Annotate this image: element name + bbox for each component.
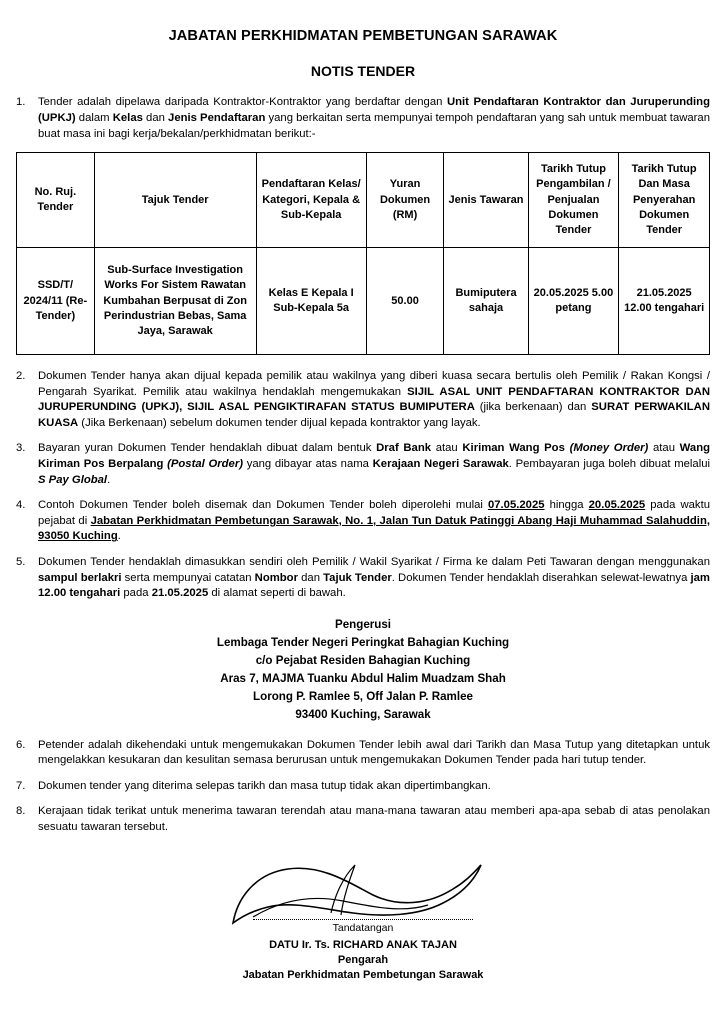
clause-4 <box>16 498 710 545</box>
address-line-2: Lembaga Tender Negeri Peringkat Bahagian Kuching <box>216 635 510 649</box>
address-line-4: Aras 7, MAJMA Tuanku Abdul Halim Muadzam Shah <box>220 671 506 685</box>
clause-8 <box>16 804 710 835</box>
clause-1-text-a: Tender adalah dipelawa daripada Kontraktor-Kontraktor yang berdaftar dengan <box>38 96 447 109</box>
clause-1 <box>16 95 710 142</box>
clause-3-text-f: . <box>107 473 111 486</box>
table-header-row <box>17 153 710 248</box>
clause-5-text-e: pada <box>120 587 152 600</box>
clause-4-text-a: Contoh Dokumen Tender boleh disemak dan Dokumen Tender boleh diperolehi mulai <box>38 499 488 512</box>
clause-5-bold-time: jam 12.00 tengahari <box>38 571 710 600</box>
clause-1-text-b: dalam <box>75 112 113 125</box>
clause-5-bold-tajuk: Tajuk Tender <box>323 571 392 584</box>
cell-registration: Kelas E Kepala I Sub-Kepala 5a <box>256 248 366 355</box>
page-subtitle: NOTIS TENDER <box>310 63 416 80</box>
signature-caption <box>16 921 710 983</box>
clause-1-bold-upkj: Unit Pendaftaran Kontraktor dan Juruperunding (UPKJ) <box>38 96 710 125</box>
signature-area <box>16 861 710 981</box>
clause-1-text-d: yang berkaitan serta mempunyai tempoh pendaftaran yang sah untuk membuat tawaran buat masa ini bagi kerja/bekalan/perkhidmatan berikut:- <box>38 112 710 140</box>
clause-4-text-d: . <box>117 530 121 543</box>
clause-6 <box>16 738 710 769</box>
clause-4-date-start: 07.05.2025 <box>487 499 545 512</box>
clause-3-text-a: Bayaran yuran Dokumen Tender hendaklah dibuat dalam bentuk <box>38 442 377 455</box>
cell-fee: 50.00 <box>366 248 444 355</box>
signature-label: Tandatangan <box>332 922 394 935</box>
clause-2-text-c: (Jika Berkenaan) sebelum dokumen tender dijual kepada kontraktor yang layak. <box>78 416 481 429</box>
cell-offer-type: Bumiputera sahaja <box>444 248 528 355</box>
clause-5-number: 5. <box>16 555 26 568</box>
signatory-name: DATU Ir. Ts. RICHARD ANAK TAJAN <box>269 938 457 951</box>
clause-5-body <box>38 555 710 602</box>
clause-5-bold-sampul: sampul berlakri <box>38 571 122 584</box>
cell-title: Sub-Surface Investigation Works For Sistem Rawatan Kumbahan Berpusat di Zon Perindustrian Bebas, Sama Jaya, Sarawak <box>94 248 256 355</box>
clause-6-body: Petender adalah dikehendaki untuk mengemukakan Dokumen Tender lebih awal dari Tarikh dan Masa Tutup yang ditetapkan untuk mengelakkan kesukaran dan kesulitan semasa berurusan untuk mengemukakan Dokumen Tender pada hari tutup tender. <box>38 738 710 767</box>
clause-3-text-d: yang dibayar atas nama <box>243 458 373 471</box>
clause-3-bold-draf-bank: Draf Bank <box>376 442 432 455</box>
signatory-role: Pengarah <box>337 954 389 967</box>
clause-2-bold-surat: SURAT PERWAKILAN KUASA <box>38 401 710 429</box>
clause-7 <box>16 779 710 795</box>
clause-2 <box>16 369 710 431</box>
page-title: JABATAN PERKHIDMATAN PEMBETUNGAN SARAWAK <box>168 28 558 44</box>
tender-table-body <box>17 248 710 355</box>
clause-7-body: Dokumen tender yang diterima selepas tarikh dan masa tutup tidak akan dipertimbangkan. <box>38 779 491 792</box>
th-ref: No. Ruj. Tender <box>17 153 95 248</box>
clause-5-text-a: Dokumen Tender hendaklah dimasukkan sendiri oleh Pemilik / Wakil Syarikat / Firma ke dalam Peti Tawaran dengan menggunakan <box>38 555 710 568</box>
clause-5-text-b: serta mempunyai catatan <box>121 571 255 584</box>
clause-2-number: 2. <box>16 370 26 383</box>
clause-2-text-b: (jika berkenaan) dan <box>474 401 592 414</box>
clause-5-bold-nombor: Nombor <box>254 571 298 584</box>
clause-4-body <box>38 498 710 545</box>
cell-closing-submission: 21.05.2025 12.00 tengahari <box>619 248 710 355</box>
clause-3-text-e: . Pembayaran juga boleh dibuat melalui <box>508 458 710 471</box>
address-line-6: 93400 Kuching, Sarawak <box>295 707 431 721</box>
clause-2-body <box>38 369 710 431</box>
th-closing-purchase: Tarikh Tutup Pengambilan / Penjualan Dokumen Tender <box>528 153 619 248</box>
clause-1-bold-kelas: Kelas <box>112 112 143 125</box>
clause-3-number: 3. <box>16 442 26 455</box>
cell-closing-purchase: 20.05.2025 5.00 petang <box>528 248 619 355</box>
clause-7-number: 7. <box>16 779 26 792</box>
clause-1-text-c: dan <box>142 112 169 125</box>
table-row <box>17 248 710 355</box>
clause-4-date-end: 20.05.2025 <box>588 499 646 512</box>
address-line-3: c/o Pejabat Residen Bahagian Kuching <box>255 653 471 667</box>
clause-5-text-d: . Dokumen Tender hendaklah diserahkan selewat-lewatnya <box>391 571 691 584</box>
clause-2-text-a: Dokumen Tender hanya akan dijual kepada pemilik atau wakilnya yang diberi kuasa secara bertulis oleh Pemilik / Rakan Kongsi / Pengarah Syarikat. Pemilik atau wakilnya hendaklah mengemukakan <box>38 370 710 398</box>
th-closing-submission: Tarikh Tutup Dan Masa Penyerahan Dokumen Tender <box>619 153 710 248</box>
tender-table <box>16 152 710 355</box>
clause-5-bold-date: 21.05.2025 <box>151 587 209 600</box>
clause-8-number: 8. <box>16 805 26 818</box>
clause-4-office-address: Jabatan Perkhidmatan Pembetungan Sarawak, No. 1, Jalan Tun Datuk Patinggi Abang Haji Muhammad Salahuddin, 93050 Kuching <box>38 514 710 543</box>
clause-3-text-c: atau <box>648 442 680 455</box>
clause-8-body: Kerajaan tidak terikat untuk menerima tawaran terendah atau mana-mana tawaran atau memberi apa-apa sebab di atas penolakan sesuatu tawaran tersebut. <box>38 805 710 833</box>
clause-4-text-c: pada waktu pejabat di <box>38 499 710 527</box>
clause-3-bold-kerajaan: Kerajaan Negeri Sarawak <box>372 458 509 471</box>
signature-line <box>253 919 473 920</box>
th-registration: Pendaftaran Kelas/ Kategori, Kepala & Sub-Kepala <box>256 153 366 248</box>
address-block <box>16 616 710 724</box>
clause-3-italic-money-order: (Money Order) <box>569 442 649 455</box>
clause-4-number: 4. <box>16 499 26 512</box>
clause-1-bold-jenis: Jenis Pendaftaran <box>168 112 266 125</box>
th-title: Tajuk Tender <box>94 153 256 248</box>
clause-3-bold-kiriman-wang-pos: Kiriman Wang Pos <box>462 442 570 455</box>
clause-6-number: 6. <box>16 738 26 751</box>
clause-3 <box>16 441 710 488</box>
clause-5-text-c: dan <box>297 571 324 584</box>
clause-3-body <box>38 441 710 488</box>
clause-1-body <box>38 95 710 142</box>
clause-3-italic-postal-order: (Postal Order) <box>167 458 243 471</box>
signatory-department: Jabatan Perkhidmatan Pembetungan Sarawak <box>242 969 484 982</box>
clause-3-text-b: atau <box>431 442 463 455</box>
clause-1-number: 1. <box>16 96 26 109</box>
th-offer-type: Jenis Tawaran <box>444 153 528 248</box>
tender-table-head <box>17 153 710 248</box>
clause-5 <box>16 555 710 602</box>
address-line-1: Pengerusi <box>334 617 392 631</box>
clause-2-bold-sijil: SIJIL ASAL UNIT PENDAFTARAN KONTRAKTOR DAN JURUPERUNDING (UPKJ), SIJIL ASAL PENGIKTIRAFAN STATUS BUMIPUTERA <box>38 385 710 414</box>
clause-5-text-f: di alamat seperti di bawah. <box>208 587 346 600</box>
th-fee: Yuran Dokumen (RM) <box>366 153 444 248</box>
clause-3-italic-spay: S Pay Global <box>38 473 108 486</box>
address-line-5: Lorong P. Ramlee 5, Off Jalan P. Ramlee <box>253 689 473 703</box>
cell-ref: SSD/T/ 2024/11 (Re-Tender) <box>17 248 95 355</box>
clause-3-bold-wang-kiriman: Wang Kiriman Pos Berpalang <box>38 442 710 471</box>
clause-4-text-b: hingga <box>544 499 589 512</box>
